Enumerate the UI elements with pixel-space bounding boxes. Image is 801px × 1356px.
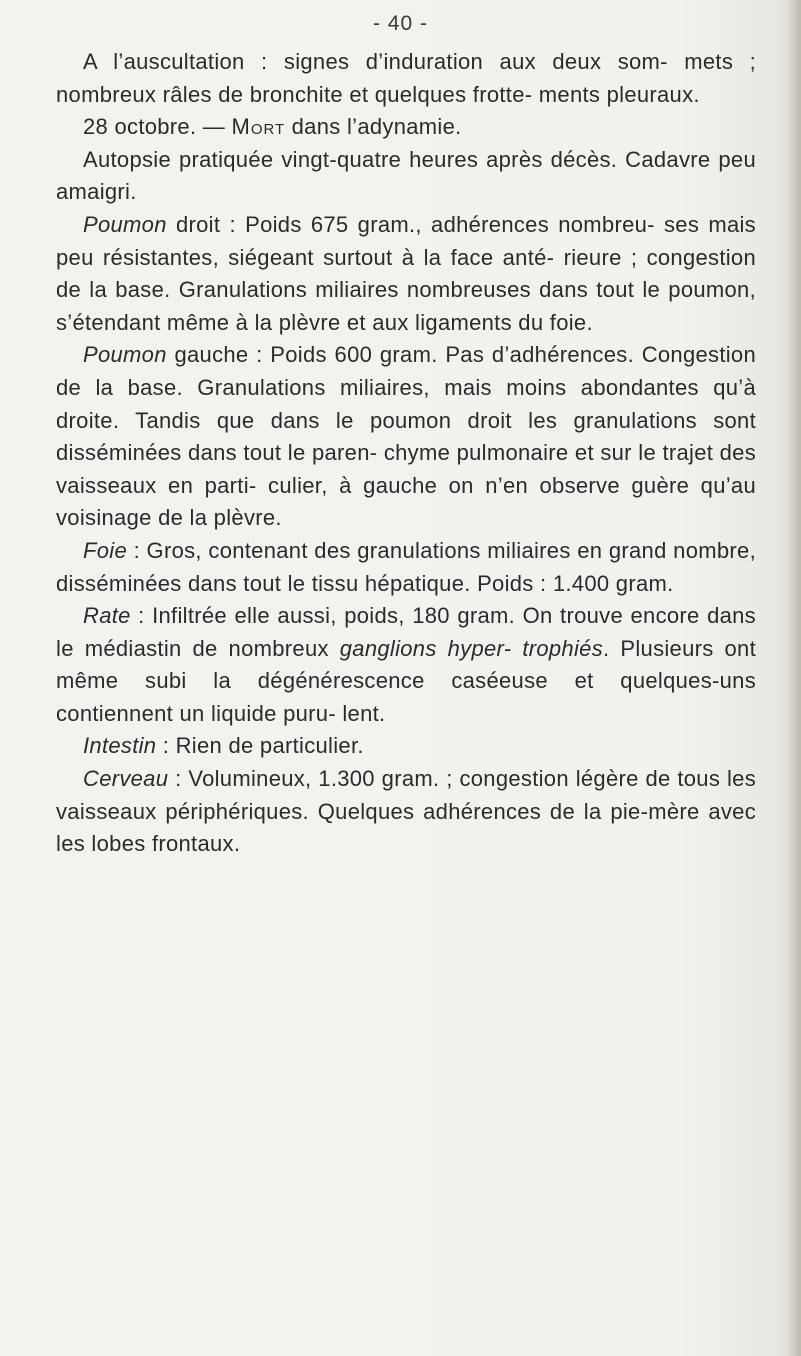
paragraph-brain [56,763,756,861]
organ-heading: Foie [83,537,127,563]
organ-heading: Rate [83,603,131,629]
paragraph-text: : Infiltrée elle aussi, poids, 180 gram. On trouve encore dans le médiastin de nombreux [56,603,756,661]
paragraph-text: : Volumineux, 1.300 gram. ; congestion légère de tous les vaisseaux périphériques. Quelques adhérences de la pie-mère avec les lobes frontaux. [56,766,756,857]
paragraph-left-lung [56,339,756,535]
paragraph-right-lung [56,209,756,339]
paragraph-death-date [56,111,756,144]
paragraph-text: : Rien de particulier. [156,733,364,759]
paragraph-text: dans l’adynamie. [285,114,462,140]
paragraph-text: gauche : Poids 600 gram. Pas d’adhérences. Congestion de la base. Granulations miliaires, mais moins abondantes qu’à droite. Tandis que dans le poumon droit les granulations sont disséminées dans tout le paren- chyme pulmonaire et sur le trajet des vaisseaux en parti- culier, à gauche on n’en observe guère qu’au voisinage de la plèvre. [56,342,756,531]
paragraph-autopsy [56,144,756,209]
organ-heading: Cerveau [83,766,169,792]
italic-term: ganglions hyper- trophiés [339,635,603,661]
page-number: - 40 - [372,12,428,35]
paragraph-liver [56,535,756,600]
organ-heading: Poumon [83,211,167,237]
paragraph-text: A l’auscultation : signes d’induration aux deux som- mets ; nombreux râles de bronchite et quelques frotte- ments pleuraux. [56,49,756,107]
paragraph-text: Autopsie pratiquée vingt-quatre heures après décès. Cadavre peu amaigri. [56,146,756,205]
date-text: 28 octobre. — [83,114,232,140]
paragraph-text: . Plusieurs ont même subi la dégénérescence caséeuse et quelques-uns contiennent un liquide puru- lent. [56,635,757,726]
page-edge-shadow [787,0,801,1356]
paragraph-intestine [56,730,756,763]
body-text [56,46,756,861]
death-term: Mort [231,114,286,140]
paragraph-text: droit : Poids 675 gram., adhérences nombreu- ses mais peu résistantes, siégeant surtout à la face anté- rieure ; congestion de la base. Granulations miliaires nombreuses dans tout le poumon, s’étendant même à la plèvre et aux ligaments du foie. [56,211,756,335]
organ-heading: Poumon [83,342,167,368]
paragraph-auscultation [56,46,756,111]
paragraph-spleen [56,600,756,730]
organ-heading: Intestin [83,733,157,759]
paragraph-text: : Gros, contenant des granulations miliaires en grand nombre, disséminées dans tout le tissu hépatique. Poids : 1.400 gram. [56,537,756,596]
